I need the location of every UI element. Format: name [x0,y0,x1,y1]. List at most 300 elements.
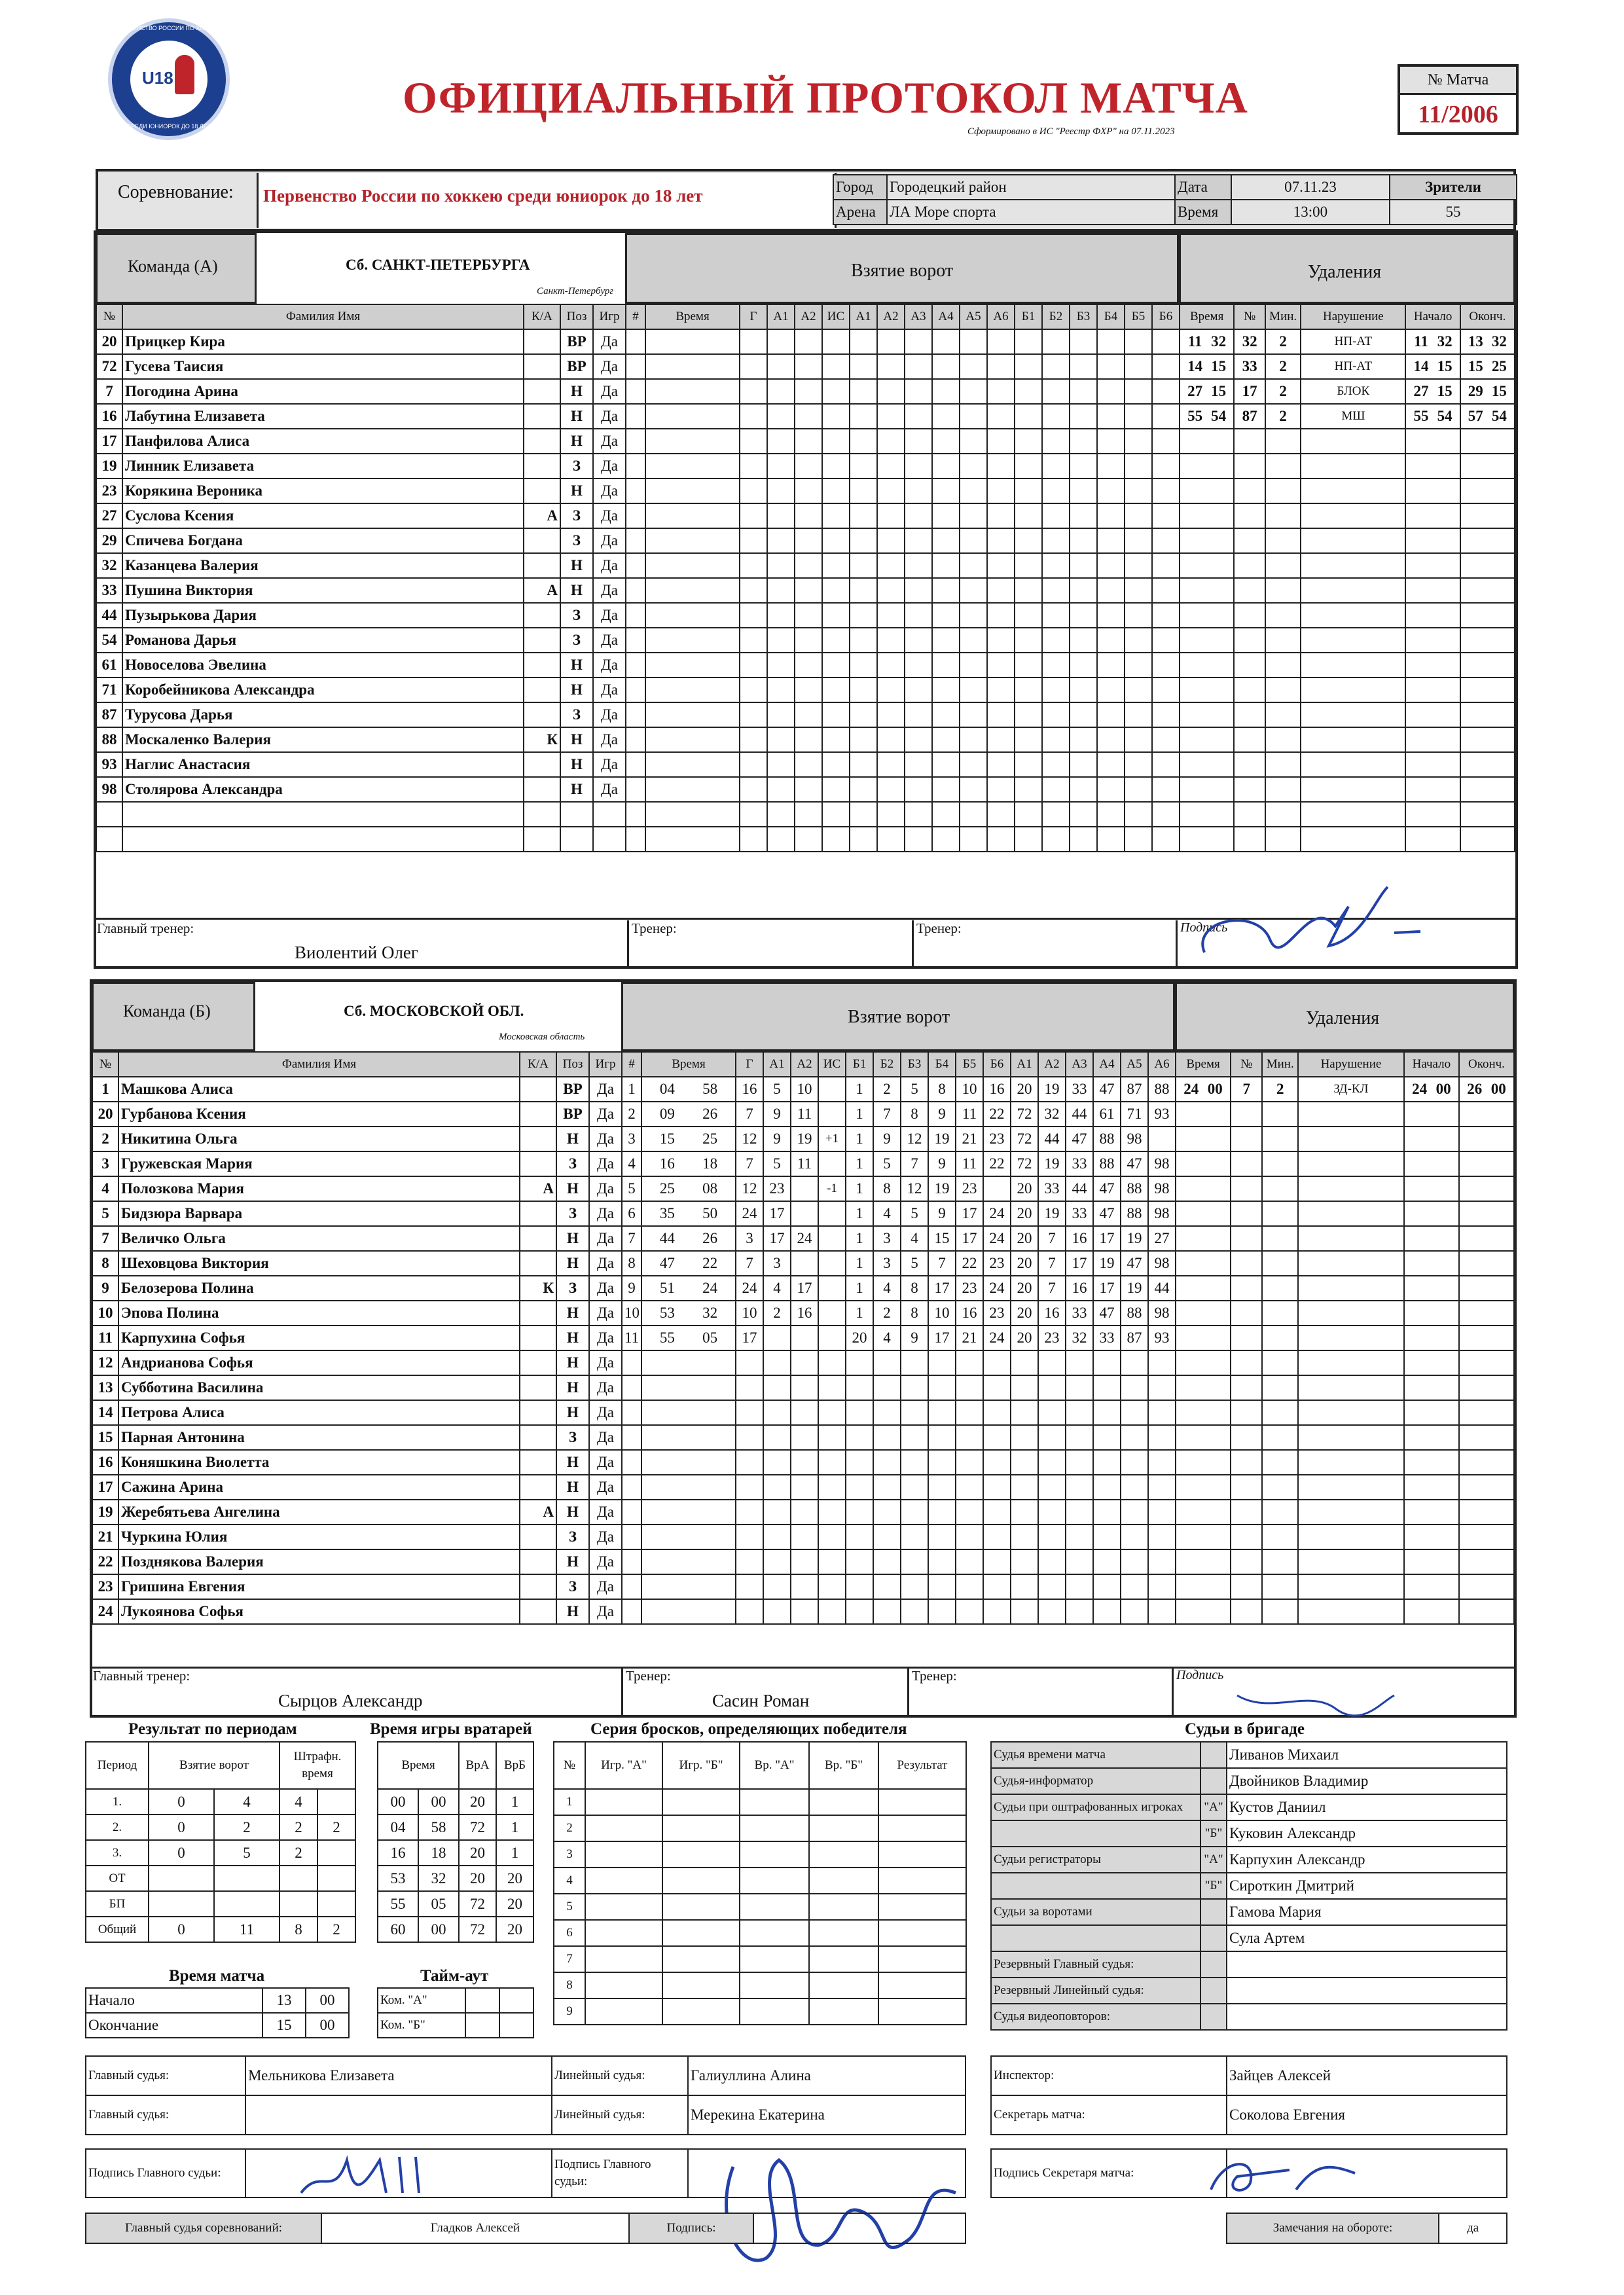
on-ice-player [960,553,987,578]
on-ice-player: 7 [928,1251,956,1276]
player-name: Гружевская Мария [118,1151,520,1176]
on-ice-player [850,354,877,379]
goal-assist [767,404,795,429]
player-play: Да [589,1375,622,1400]
player-name: Погодина Арина [122,379,524,404]
penalty-time [1176,1251,1231,1276]
penalty-start [1405,454,1460,479]
goal-assist: 5 [763,1077,791,1102]
goal-number [626,404,645,429]
goal-strength [818,1151,846,1176]
on-ice-player [1066,1525,1093,1549]
team-b-roster [92,1051,623,1625]
competition-name: Первенство России по хоккею среди юниорок до 18 лет [263,186,703,206]
on-ice-player: 8 [873,1176,901,1201]
on-ice-player [1015,454,1042,479]
period-cell: 4 [280,1789,317,1815]
on-ice-player: 47 [1093,1201,1121,1226]
player-row [96,354,626,379]
on-ice-player [850,653,877,678]
penalty-time [1180,802,1234,827]
periods-title: Результат по периодам [128,1720,297,1738]
goal-header: А2 [795,304,822,329]
penalty-row [1180,379,1515,404]
goal-assist [791,1425,818,1450]
shootout-number: 1 [554,1789,585,1815]
on-ice-player [960,404,987,429]
referee-name [1227,2004,1507,2030]
penalty-minutes [1265,802,1301,827]
goal-time [641,1549,736,1574]
player-row [96,454,626,479]
goal-number [626,553,645,578]
on-ice-player [983,1350,1011,1375]
goal-strength [818,1375,846,1400]
player-pos: Н [560,379,593,404]
shootout-header: Игр. "Б" [662,1742,740,1789]
player-number: 16 [96,404,122,429]
referee-name: Сироткин Дмитрий [1227,1873,1507,1899]
penalty-time [1176,1350,1231,1375]
penalty-row [1180,752,1515,777]
shootout-cell [809,1815,878,1841]
team-a-goals [625,304,1180,852]
on-ice-player: 71 [1121,1102,1148,1127]
on-ice-player: 98 [1148,1176,1176,1201]
on-ice-player [1125,454,1152,479]
on-ice-player [905,528,932,553]
player-number: 22 [92,1549,118,1574]
penalty-time [1180,702,1234,727]
on-ice-player [1121,1425,1148,1450]
player-number: 93 [96,752,122,777]
on-ice-player [1070,329,1097,354]
penalty-start [1405,578,1460,603]
penalty-start [1404,1226,1459,1251]
period-cell [280,1866,317,1891]
on-ice-player [901,1350,928,1375]
on-ice-player [1121,1450,1148,1475]
goal-time [645,653,740,678]
on-ice-player [1042,678,1070,702]
penalty-row [1180,603,1515,628]
goal-time [645,404,740,429]
timeout-title: Тайм-аут [420,1967,489,1985]
on-ice-player [1015,678,1042,702]
goal-time [645,454,740,479]
on-ice-player: 32 [1038,1102,1066,1127]
goalie-row [378,1815,533,1840]
on-ice-player [1148,1500,1176,1525]
goalies-table [377,1741,534,1943]
on-ice-player [1097,578,1125,603]
on-ice-player: 15 [928,1226,956,1251]
goal-time [641,1151,736,1176]
on-ice-player: 10 [956,1077,983,1102]
penalty-time [1176,1599,1231,1624]
chief-referee-table [85,2213,966,2244]
goal-time-min: 55 [659,1329,675,1346]
period-cell: 0 [149,1789,214,1815]
penalty-infraction [1298,1549,1404,1574]
player-ka [524,628,560,653]
goal-assist [763,1574,791,1599]
penalty-header: Время [1176,1052,1231,1077]
on-ice-player [1148,1350,1176,1375]
period-cell: 4 [214,1789,280,1815]
on-ice-player [1097,653,1125,678]
player-name: Суслова Ксения [122,503,524,528]
penalty-end [1459,1301,1514,1326]
on-ice-player [877,379,905,404]
shootout-number: 4 [554,1868,585,1894]
goal-strength [818,1400,846,1425]
referee-team: "А" [1200,1794,1227,1820]
player-row [92,1599,622,1624]
player-ka [520,1077,556,1102]
on-ice-player: 20 [846,1326,873,1350]
match-number: 11/2006 [1418,101,1498,128]
goal-time [641,1251,736,1276]
on-ice-player [1070,727,1097,752]
shootout-header: Вр. "Б" [809,1742,878,1789]
goal-assist [791,1400,818,1425]
goal-time [645,777,740,802]
on-ice-player [1070,578,1097,603]
goalie-cell: 1 [496,1815,533,1840]
goal-assist [795,653,822,678]
penalty-infraction [1298,1276,1404,1301]
on-ice-player: 22 [983,1151,1011,1176]
goal-scorer [740,702,767,727]
on-ice-player: 20 [1011,1176,1038,1201]
penalty-time [1180,528,1234,553]
goal-time [641,1375,736,1400]
on-ice-player [905,503,932,528]
player-play: Да [589,1102,622,1127]
on-ice-player: 24 [983,1326,1011,1350]
penalty-player [1234,553,1265,578]
on-ice-player: 1 [846,1301,873,1326]
goal-row [622,1176,1176,1201]
goal-number [622,1350,641,1375]
shootout-cell [809,1972,878,1998]
player-name: Карпухина Софья [118,1326,520,1350]
on-ice-player [1070,802,1097,827]
penalty-time [1180,379,1234,404]
shootout-cell [878,1998,966,2025]
penalty-start [1404,1450,1459,1475]
header-pos: Поз [556,1052,589,1077]
player-number: 19 [96,454,122,479]
time-label: Время [1175,200,1231,225]
on-ice-player [905,628,932,653]
on-ice-player [1066,1599,1093,1624]
on-ice-player [928,1475,956,1500]
goal-assist: 19 [791,1127,818,1151]
on-ice-player [1015,553,1042,578]
on-ice-player: 11 [956,1102,983,1127]
team-a-label: Команда (А) [128,257,218,276]
referee-row [991,1978,1507,2004]
goal-row [626,628,1180,653]
penalty-row [1176,1151,1514,1176]
on-ice-player [901,1450,928,1475]
penalty-player [1234,653,1265,678]
goal-header: Б4 [928,1052,956,1077]
on-ice-player [1015,503,1042,528]
goal-strength [822,727,850,752]
penalty-header: Оконч. [1460,304,1515,329]
penalty-player [1234,528,1265,553]
penalty-row [1176,1176,1514,1201]
on-ice-player [877,454,905,479]
goal-assist [791,1500,818,1525]
shootout-cell [740,1815,809,1841]
penalty-start [1404,1350,1459,1375]
on-ice-player: 20 [1011,1226,1038,1251]
on-ice-player [1152,354,1180,379]
goal-time [641,1077,736,1102]
goalie-row [378,1789,533,1815]
on-ice-player [877,329,905,354]
goal-time [641,1475,736,1500]
goal-time-sec: 22 [702,1255,718,1271]
on-ice-player: 1 [846,1077,873,1102]
penalty-time [1176,1226,1231,1251]
player-play: Да [589,1201,622,1226]
on-ice-player [1066,1350,1093,1375]
goal-scorer [740,454,767,479]
player-row [92,1375,622,1400]
goal-scorer [740,329,767,354]
shootout-number: 7 [554,1946,585,1972]
on-ice-player [846,1425,873,1450]
penalty-start-sec: 32 [1437,333,1453,350]
on-ice-player [1038,1400,1066,1425]
penalty-infraction [1301,678,1405,702]
penalty-end-sec: 25 [1491,358,1507,374]
on-ice-player: 16 [983,1077,1011,1102]
penalty-infraction [1301,479,1405,503]
penalty-minutes [1265,777,1301,802]
goal-assist [767,702,795,727]
on-ice-player: 19 [1093,1251,1121,1276]
player-ka [520,1375,556,1400]
player-row [96,827,626,852]
player-name: Линник Елизавета [122,454,524,479]
on-ice-player [905,752,932,777]
penalty-player [1231,1251,1262,1276]
penalty-time-min: 11 [1187,333,1202,350]
on-ice-player [1097,603,1125,628]
penalty-start [1404,1375,1459,1400]
on-ice-player [905,479,932,503]
player-row [92,1077,622,1102]
on-ice-player [1070,702,1097,727]
on-ice-player [877,603,905,628]
on-ice-player [987,628,1015,653]
referee-row [991,1847,1507,1873]
goal-number [622,1549,641,1574]
goal-time [645,354,740,379]
period-row [86,1840,355,1866]
goal-assist: 11 [791,1102,818,1127]
penalty-infraction [1298,1176,1404,1201]
on-ice-player [905,678,932,702]
on-ice-player [877,503,905,528]
on-ice-player [1042,702,1070,727]
on-ice-player [928,1375,956,1400]
penalty-player [1231,1127,1262,1151]
on-ice-player [987,429,1015,454]
shootout-cell [662,1841,740,1868]
goal-scorer: 7 [736,1151,763,1176]
on-ice-player [1093,1500,1121,1525]
on-ice-player: 47 [1121,1151,1148,1176]
player-row [92,1301,622,1326]
on-ice-player: 1 [846,1176,873,1201]
player-pos: ВР [560,329,593,354]
on-ice-player [877,578,905,603]
shootout-row [554,1815,966,1841]
on-ice-player: 16 [956,1301,983,1326]
goal-scorer [736,1375,763,1400]
on-ice-player [1011,1375,1038,1400]
on-ice-player: 1 [846,1226,873,1251]
player-row [92,1500,622,1525]
penalty-infraction [1301,727,1405,752]
penalty-end [1459,1400,1514,1425]
penalty-start [1404,1201,1459,1226]
header-name: Фамилия Имя [122,304,524,329]
penalty-row [1180,578,1515,603]
goal-time-min: 35 [659,1205,675,1221]
player-play: Да [589,1400,622,1425]
penalty-start [1404,1077,1459,1102]
player-number: 54 [96,628,122,653]
shootout-number: 8 [554,1972,585,1998]
period-row [86,1789,355,1815]
on-ice-player [960,354,987,379]
penalty-minutes [1265,503,1301,528]
goal-assist [795,429,822,454]
player-name: Гусева Таисия [122,354,524,379]
player-name: Турусова Дарья [122,702,524,727]
goal-time [641,1425,736,1450]
on-ice-player [1011,1450,1038,1475]
period-cell: 2 [280,1840,317,1866]
on-ice-player [1097,752,1125,777]
on-ice-player: 22 [956,1251,983,1276]
goal-time-sec: 26 [702,1230,718,1246]
player-play: Да [589,1276,622,1301]
penalty-player [1231,1599,1262,1624]
player-ka [520,1127,556,1151]
on-ice-player: 17 [1093,1226,1121,1251]
player-play: Да [593,479,626,503]
time: 13:00 [1231,200,1390,225]
team-b-goals [621,1051,1176,1625]
penalty-end [1460,802,1515,827]
on-ice-player [877,727,905,752]
penalty-start [1404,1500,1459,1525]
player-ka [524,678,560,702]
shootout-cell [809,1841,878,1868]
goal-assist [795,578,822,603]
goal-time [645,379,740,404]
on-ice-player: 88 [1121,1201,1148,1226]
penalty-row [1180,404,1515,429]
header-no: № [96,304,122,329]
inspector-table [990,2055,1507,2135]
player-ka [524,528,560,553]
goal-time [645,603,740,628]
on-ice-player [873,1375,901,1400]
on-ice-player: 4 [873,1201,901,1226]
match-time-title: Время матча [169,1967,265,1985]
on-ice-player [1070,553,1097,578]
referee-row [991,1794,1507,1820]
on-ice-player: 20 [1011,1326,1038,1350]
on-ice-player [905,802,932,827]
spectators: 55 [1390,200,1517,225]
penalty-end [1459,1425,1514,1450]
goal-number [622,1375,641,1400]
on-ice-player [846,1549,873,1574]
player-row [96,379,626,404]
penalty-start [1405,777,1460,802]
penalty-infraction: БЛОК [1301,379,1405,404]
penalty-row [1180,653,1515,678]
on-ice-player [873,1475,901,1500]
player-row [96,653,626,678]
on-ice-player [1042,329,1070,354]
penalty-end [1459,1350,1514,1375]
player-play: Да [589,1176,622,1201]
penalty-player [1231,1375,1262,1400]
shootout-cell [662,1946,740,1972]
player-pos: Н [560,578,593,603]
player-ka [524,653,560,678]
player-play: Да [593,553,626,578]
player-play: Да [593,329,626,354]
player-name: Гурбанова Ксения [118,1102,520,1127]
player-pos: Н [556,1326,589,1350]
on-ice-player: 19 [1121,1276,1148,1301]
penalty-infraction [1298,1102,1404,1127]
goal-number: 11 [622,1326,641,1350]
player-number: 17 [92,1475,118,1500]
on-ice-player [873,1450,901,1475]
player-name: Коняшкина Виолетта [118,1450,520,1475]
on-ice-player [1152,404,1180,429]
penalty-time [1176,1475,1231,1500]
penalty-player [1234,578,1265,603]
on-ice-player [1125,777,1152,802]
penalty-time [1176,1525,1231,1549]
penalty-end-min: 29 [1468,383,1483,399]
on-ice-player [905,329,932,354]
on-ice-player [877,429,905,454]
goal-assist [763,1350,791,1375]
goal-scorer: 7 [736,1251,763,1276]
goalie-cell: 18 [418,1840,459,1866]
goal-header: Б3 [1070,304,1097,329]
goal-header: Время [645,304,740,329]
on-ice-player [960,802,987,827]
referee-role: Судьи при оштрафованных игроках [991,1794,1200,1820]
